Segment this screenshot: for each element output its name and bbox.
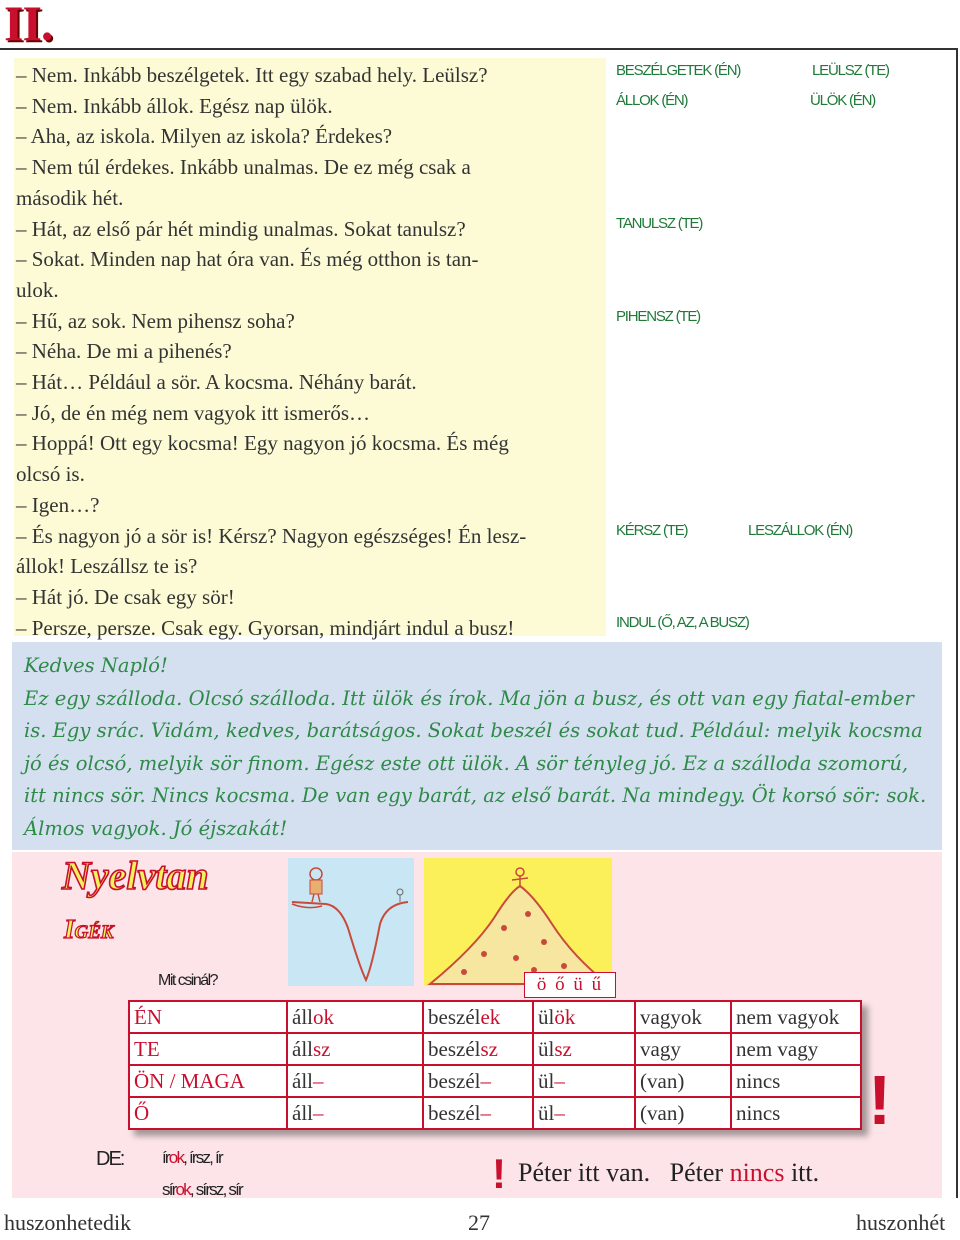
exception-forms: írok, írsz, ír [162,1148,222,1167]
margin-note: ÜLÖK (ÉN) [810,92,876,109]
diary-body: Ez egy szálloda. Olcsó szálloda. Itt ülök és írok. Ma jön a busz, és ott van egy fiatal-ember is. Egy srác. Vidám, kedves, barátságos. Sokat beszél és sokat tud. Például: melyik kocsma jó és olcsó, melyik sör finom. Egész este ott ülök. A sör tényleg jó. Ez a szálloda szomorú, itt nincs sör. Nincs kocsma. De van egy barát, az első barát. Na mindegy. Öt korsó sör: sok. Álmos vagyok. Jó éjszakát! [24,686,927,840]
verb-cell: ülsz [533,1033,635,1065]
page-number: 27 [468,1210,490,1235]
exception-forms: sírok, sírsz, sír [162,1180,242,1199]
verb-cell: vagy [635,1033,731,1065]
dialogue-line: állok! Leszállsz te is? [16,554,198,579]
verb-cell: ül– [533,1065,635,1097]
verb-cell: áll– [287,1097,423,1129]
chapter-number: II. [4,0,53,51]
conjugation-table [128,1000,862,1130]
dialogue-line: – És nagyon jó a sör is! Kérsz? Nagyon egészséges! Én lesz- [16,523,527,548]
vowels-box: ö ő ü ű [524,972,616,998]
dialogue-text [16,60,606,643]
footer-right: huszonhét [856,1210,946,1235]
dialogue-line: – Nem túl érdekes. Inkább unalmas. De ez még csak a [16,155,471,180]
dialogue-line: második hét. [16,185,124,210]
margin-note: TANULSZ (TE) [616,215,703,232]
dialogue-line: – Aha, az iskola. Milyen az iskola? Érdekes? [16,124,393,149]
verb-cell: áll– [287,1065,423,1097]
footer-left: huszonhetedik [4,1210,132,1235]
table-label: Mit csinál? [158,972,218,989]
margin-note: KÉRSZ (TE) [616,522,688,539]
dialogue-line: ulok. [16,277,59,302]
pronoun-cell: TE [129,1033,287,1065]
grammar-title: Nyelvtan [62,853,209,898]
example-sentence: Péter itt van. Péter nincs itt. [518,1158,820,1187]
de-label: DE: [96,1148,124,1170]
dialogue-line: – Nem. Inkább beszélgetek. Itt egy szabad hely. Leülsz? [16,63,488,87]
table-row [129,1001,861,1033]
dialogue-line: – Igen…? [16,492,100,517]
margin-note: LEÜLSZ (TE) [812,62,889,79]
grammar-subtitle: Igék [64,914,114,944]
dialogue-line: – Hát… Például a sör. A kocsma. Néhány barát. [16,370,417,395]
dialogue-line: – Hoppá! Ott egy kocsma! Egy nagyon jó kocsma. És még [16,431,509,456]
exclamation-mark: ! [868,1061,892,1139]
verb-cell: ülök [533,1001,635,1033]
dialogue-line: – Sokat. Minden nap hat óra van. És még otthon is tan- [16,247,479,272]
table-row [129,1033,861,1065]
verb-cell: (van) [635,1097,731,1129]
hill-illustration [424,858,612,986]
pronoun-cell: ÉN [129,1001,287,1033]
canyon-illustration [288,858,414,986]
dialogue-line: – Hát, az első pár hét mindig unalmas. Sokat tanulsz? [16,216,466,241]
dialogue-line: – Hű, az sok. Nem pihensz soha? [16,308,295,333]
verb-cell: vagyok [635,1001,731,1033]
pronoun-cell: Ő [129,1097,287,1129]
table-row [129,1065,861,1097]
diary-heading: Kedves Napló! [24,654,168,677]
verb-cell: (van) [635,1065,731,1097]
pronoun-cell: ÖN / MAGA [129,1065,287,1097]
verb-cell: beszélek [423,1001,533,1033]
margin-note: INDUL (Ő, AZ, A BUSZ) [616,614,749,631]
verb-cell: nem vagy [731,1033,861,1065]
dialogue-line: – Persze, persze. Csak egy. Gyorsan, mindjárt indul a busz! [16,615,515,640]
verb-cell: beszél– [423,1065,533,1097]
dialogue-line: – Néha. De mi a pihenés? [16,339,232,364]
verb-cell: nem vagyok [731,1001,861,1033]
margin-note: ÁLLOK (ÉN) [616,92,688,109]
verb-cell: ül– [533,1097,635,1129]
margin-note: PIHENSZ (TE) [616,308,700,325]
dialogue-line: – Jó, de én még nem vagyok itt ismerős… [16,400,371,425]
verb-cell: beszél– [423,1097,533,1129]
verb-cell: állok [287,1001,423,1033]
verb-cell: nincs [731,1097,861,1129]
dialogue-line: – Hát jó. De csak egy sör! [16,584,235,609]
exclamation-mark: ! [492,1150,506,1197]
verb-cell: nincs [731,1065,861,1097]
margin-note: BESZÉLGETEK (ÉN) [616,62,741,79]
dialogue-line: – Nem. Inkább állok. Egész nap ülök. [16,93,333,118]
table-row [129,1097,861,1129]
verb-cell: állsz [287,1033,423,1065]
diary-entry [24,650,929,845]
margin-note: LESZÁLLOK (ÉN) [748,522,853,539]
dialogue-line: olcsó is. [16,462,85,487]
verb-cell: beszélsz [423,1033,533,1065]
